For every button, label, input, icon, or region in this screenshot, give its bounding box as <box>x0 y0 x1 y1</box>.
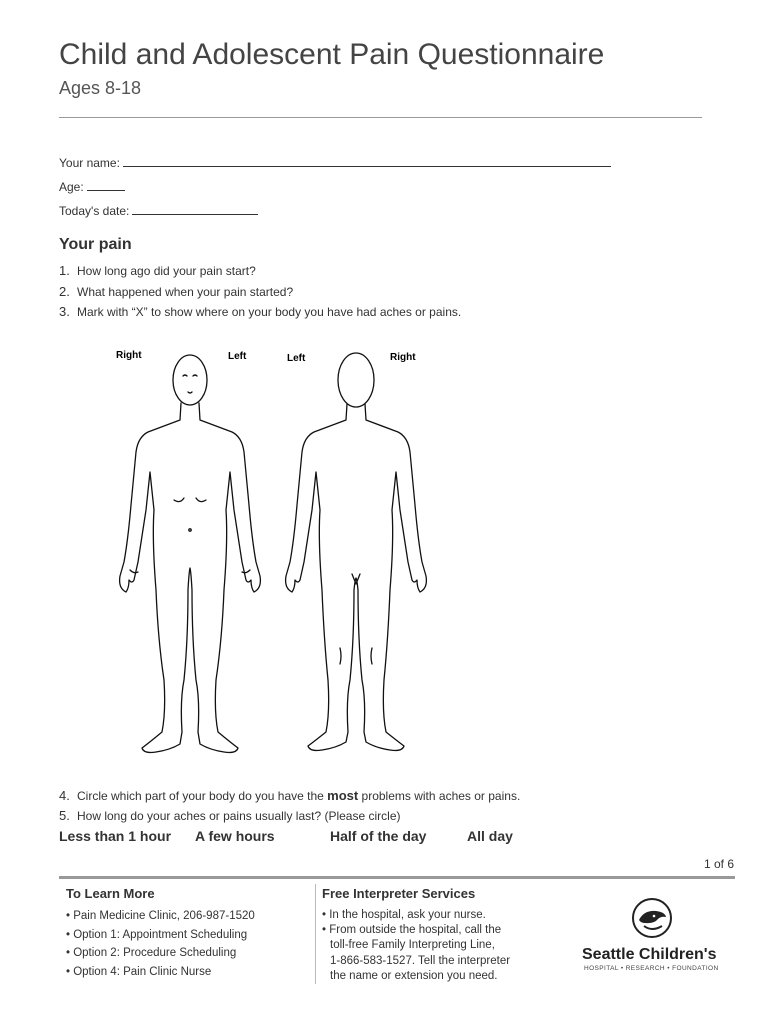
question-number: 1. <box>59 263 70 278</box>
name-line[interactable] <box>123 156 611 167</box>
front-left-label: Left <box>228 351 247 362</box>
interpreter-list <box>322 908 510 984</box>
header-divider <box>59 117 702 118</box>
question-text-after: problems with aches or pains. <box>358 789 521 803</box>
list-item: • In the hospital, ask your nurse. <box>322 909 486 921</box>
question-text: How long do your aches or pains usually last? (Please circle) <box>77 809 401 823</box>
logo-wordmark: Seattle Children's <box>582 946 717 963</box>
question-text: Mark with “X” to show where on your body you have had aches or pains. <box>77 305 462 319</box>
body-diagram[interactable] <box>104 340 444 772</box>
list-item: toll-free Family Interpreting Line, <box>330 939 495 952</box>
list-item: • From outside the hospital, call the <box>322 924 502 937</box>
front-chest-lines <box>174 498 206 502</box>
age-line[interactable] <box>87 180 125 191</box>
age-label: Age: <box>59 180 84 194</box>
list-item: • Option 4: Pain Clinic Nurse <box>66 965 212 978</box>
back-left-label: Left <box>287 353 306 364</box>
option-a-few-hours[interactable]: A few hours <box>195 828 275 844</box>
body-outline-drawing[interactable] <box>104 340 444 772</box>
whale-logo-icon <box>630 896 674 940</box>
question-5 <box>59 808 401 823</box>
interpreter-heading: Free Interpreter Services <box>322 886 476 901</box>
question-number: 3. <box>59 304 70 319</box>
front-right-label: Right <box>116 350 142 361</box>
back-knee-lines <box>340 648 372 664</box>
option-less-than-1-hour[interactable]: Less than 1 hour <box>59 828 172 844</box>
option-half-of-the-day[interactable]: Half of the day <box>330 828 427 844</box>
footer-divider <box>59 876 735 879</box>
question-4 <box>59 788 520 803</box>
list-item: • Option 2: Procedure Scheduling <box>66 947 237 959</box>
name-field[interactable] <box>59 156 611 170</box>
question-number: 2. <box>59 284 70 299</box>
learn-more-list <box>66 907 255 981</box>
option-all-day[interactable]: All day <box>467 828 513 844</box>
section-title: Your pain <box>59 236 132 253</box>
date-field[interactable] <box>59 204 258 218</box>
date-line[interactable] <box>132 204 258 215</box>
name-label: Your name: <box>59 156 120 170</box>
age-field[interactable] <box>59 180 125 194</box>
logo-tagline: HOSPITAL • RESEARCH • FOUNDATION <box>584 965 719 972</box>
front-body <box>120 403 261 753</box>
back-right-label: Right <box>390 352 416 363</box>
page-number: 1 of 6 <box>703 857 734 871</box>
question-emphasis: most <box>327 788 359 803</box>
list-item: • Option 1: Appointment Scheduling <box>66 928 248 941</box>
question-text: What happened when your pain started? <box>77 285 294 299</box>
front-navel <box>189 529 191 531</box>
question-1 <box>59 263 256 278</box>
front-face <box>183 375 197 393</box>
back-body <box>286 404 427 751</box>
question-number: 5. <box>59 808 70 823</box>
list-item: the name or extension you need. <box>330 969 498 982</box>
date-label: Today's date: <box>59 204 130 218</box>
question-text-before: Circle which part of your body do you have the <box>77 789 328 803</box>
footer-column-divider <box>315 884 316 984</box>
learn-more-heading: To Learn More <box>66 886 155 901</box>
document-title: Child and Adolescent Pain Questionnaire <box>59 38 605 71</box>
list-item: 1-866-583-1527. Tell the interpreter <box>330 954 511 967</box>
back-head <box>338 353 374 407</box>
document-subtitle: Ages 8-18 <box>59 78 142 98</box>
list-item: • Pain Medicine Clinic, 206-987-1520 <box>66 910 255 922</box>
front-head <box>173 355 207 405</box>
question-text: How long ago did your pain start? <box>77 264 256 278</box>
question-number: 4. <box>59 788 70 803</box>
question-3 <box>59 304 461 319</box>
question-2 <box>59 284 293 299</box>
